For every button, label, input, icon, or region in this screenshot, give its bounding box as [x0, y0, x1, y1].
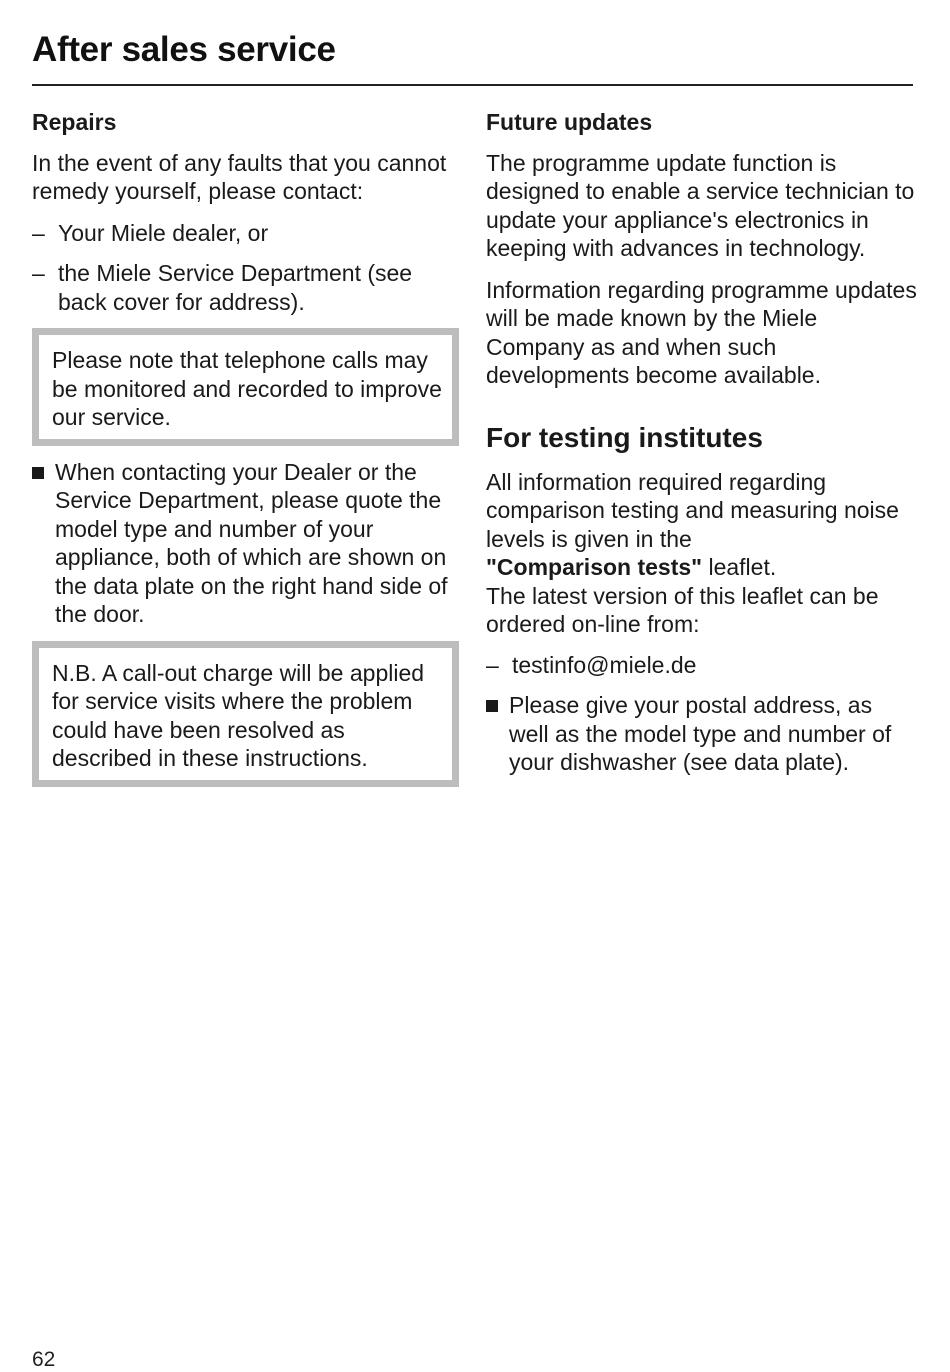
postal-bullet: [486, 691, 918, 777]
repairs-heading: Repairs: [32, 109, 117, 135]
contact-item: [32, 219, 462, 248]
testing-text-post: leaflet.: [708, 554, 777, 580]
right-column: [486, 104, 918, 789]
title-divider: [32, 84, 913, 86]
testing-paragraph: [486, 468, 918, 639]
contact-bullet-text: When contacting your Dealer or the Service Department, please quote the model type and number of your appliance, both of which are shown on the data plate on the right hand side of the door.: [55, 458, 448, 627]
dash-marker: –: [486, 651, 499, 678]
updates-paragraph-2: Information regarding programme updates will be made known by the Miele Company as and when such developments become available.: [486, 276, 917, 388]
square-bullet-icon: [486, 700, 498, 712]
dash-marker: –: [32, 260, 45, 286]
repairs-intro: In the event of any faults that you cannot remedy yourself, please contact:: [32, 149, 447, 204]
contact-item-text: Your Miele dealer, or: [58, 219, 269, 246]
square-bullet-icon: [32, 467, 44, 479]
contact-bullet: [32, 458, 462, 629]
email-item: [486, 651, 918, 680]
page-title: After sales service: [32, 30, 336, 69]
testing-institutes-heading: For testing institutes: [486, 421, 763, 453]
phone-note-box: [32, 328, 459, 446]
contact-item: [32, 259, 462, 316]
contact-item-text: the Miele Service Department (see back cover for address).: [58, 260, 413, 315]
phone-note-text: Please note that telephone calls may be monitored and recorded to improve our service.: [52, 347, 442, 430]
testing-text-pre: All information required regarding comparison testing and measuring noise levels is given in the: [486, 468, 899, 552]
comparison-tests-title: "Comparison tests": [486, 554, 703, 580]
postal-bullet-text: Please give your postal address, as well as the model type and number of your dishwasher (see data plate).: [509, 692, 892, 775]
left-column: [32, 104, 462, 799]
updates-paragraph-1: The programme update function is designed to enable a service technician to update your appliance's electronics in keeping with advances in technology.: [486, 149, 915, 261]
email-address: testinfo@miele.de: [512, 651, 697, 678]
charge-note-text: N.B. A call-out charge will be applied for service visits where the problem could have been resolved as described in these instructions.: [52, 659, 425, 771]
charge-note-box: [32, 641, 459, 787]
future-updates-heading: Future updates: [486, 109, 653, 135]
page-number: 62: [32, 1348, 56, 1371]
testing-text-order: The latest version of this leaflet can be ordered on-line from:: [486, 582, 879, 637]
dash-marker: –: [32, 219, 45, 246]
